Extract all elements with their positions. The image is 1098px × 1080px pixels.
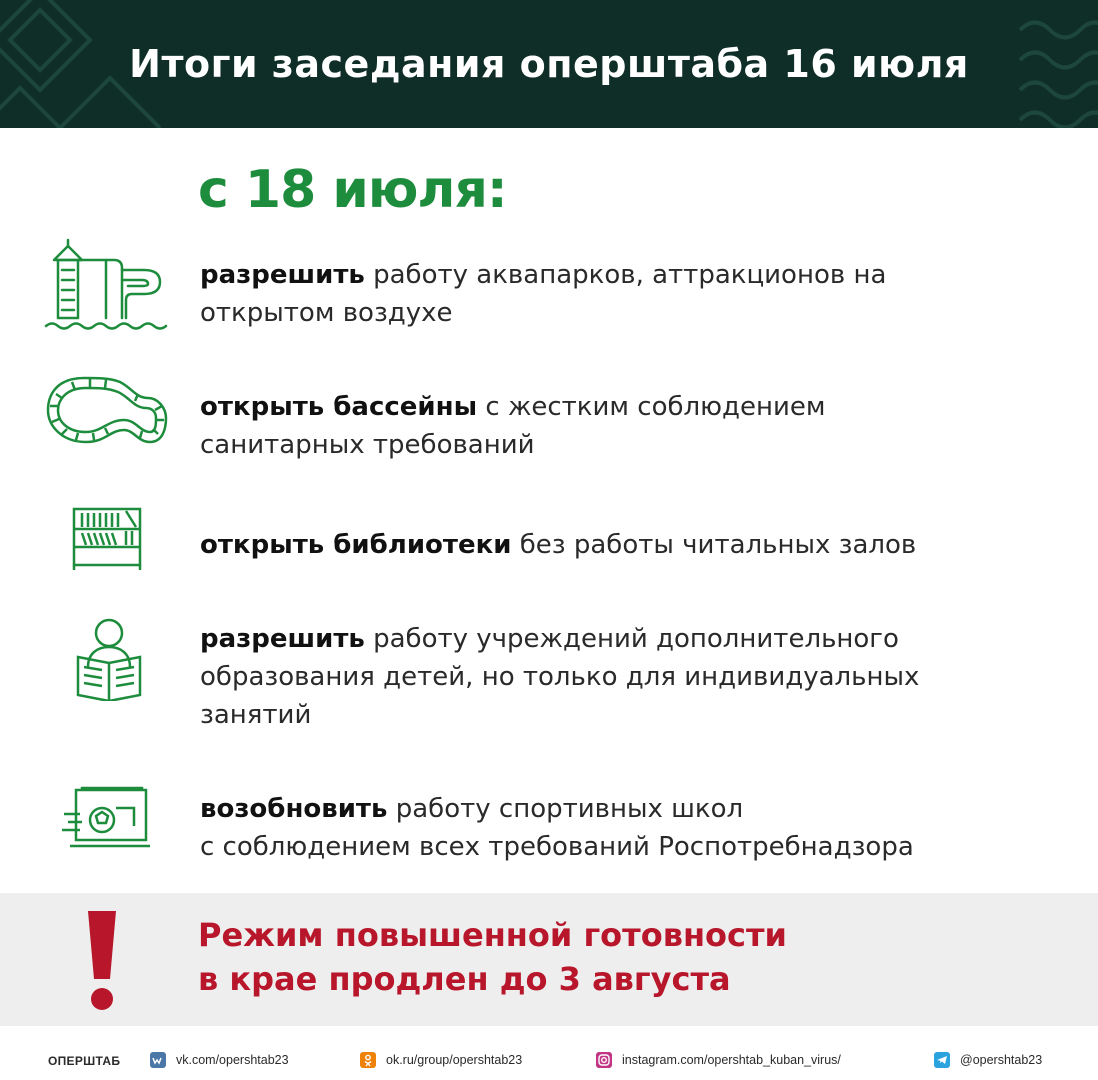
footer-link-text: instagram.com/opershtab_kuban_virus/ (622, 1053, 841, 1067)
footer-link-instagram[interactable] (596, 1052, 841, 1068)
item-text: работу спортивных школ (395, 794, 744, 824)
list-item (200, 256, 1060, 332)
item-text-line2: образования детей, но только для индивидуальных (200, 662, 920, 692)
alert-line2: в крае продлен до 3 августа (198, 960, 731, 998)
exclamation-icon (72, 905, 132, 1015)
footer (0, 1044, 1098, 1080)
instagram-icon (596, 1052, 612, 1068)
footer-link-text: ok.ru/group/opershtab23 (386, 1053, 523, 1067)
item-text: работу учреждений дополнительного (373, 624, 899, 654)
list-item (200, 790, 1060, 866)
item-bold-text: открыть библиотеки (200, 530, 512, 560)
item-text-line2: санитарных требований (200, 430, 535, 460)
alert-banner (0, 893, 1098, 1026)
item-bold-text: разрешить (200, 260, 365, 290)
footer-brand: ОПЕРШТАБ (48, 1054, 121, 1068)
sports-ball-icon (60, 786, 152, 854)
alert-line1: Режим повышенной готовности (198, 916, 787, 954)
item-text: без работы читальных залов (519, 530, 917, 560)
item-bold-text: разрешить (200, 624, 365, 654)
pool-icon (44, 372, 170, 448)
item-bold-text: возобновить (200, 794, 388, 824)
footer-link-vk[interactable] (150, 1052, 289, 1068)
list-item (200, 388, 1060, 464)
item-bold-text: открыть бассейны (200, 392, 478, 422)
waterpark-icon (44, 236, 170, 332)
footer-link-text: @opershtab23 (960, 1053, 1043, 1067)
item-text: с жестким соблюдением (485, 392, 826, 422)
footer-link-ok[interactable] (360, 1052, 522, 1068)
page-title: Итоги заседания оперштаба 16 июля (129, 42, 969, 86)
bookshelf-icon (70, 505, 144, 571)
header-banner (0, 0, 1098, 128)
item-text-line2: открытом воздухе (200, 298, 453, 328)
item-text-line3: занятий (200, 700, 312, 730)
reading-child-icon (74, 617, 144, 701)
footer-link-text: vk.com/opershtab23 (176, 1053, 289, 1067)
list-item (200, 620, 1060, 734)
telegram-icon (934, 1052, 950, 1068)
item-text: работу аквапарков, аттракционов на (373, 260, 887, 290)
odnoklassniki-icon (360, 1052, 376, 1068)
alert-message (198, 913, 787, 1001)
footer-link-telegram[interactable] (934, 1052, 1042, 1068)
vk-icon (150, 1052, 166, 1068)
item-text-line2: с соблюдением всех требований Роспотребнадзора (200, 832, 914, 862)
list-item (200, 526, 1060, 564)
date-heading: с 18 июля: (198, 160, 507, 220)
